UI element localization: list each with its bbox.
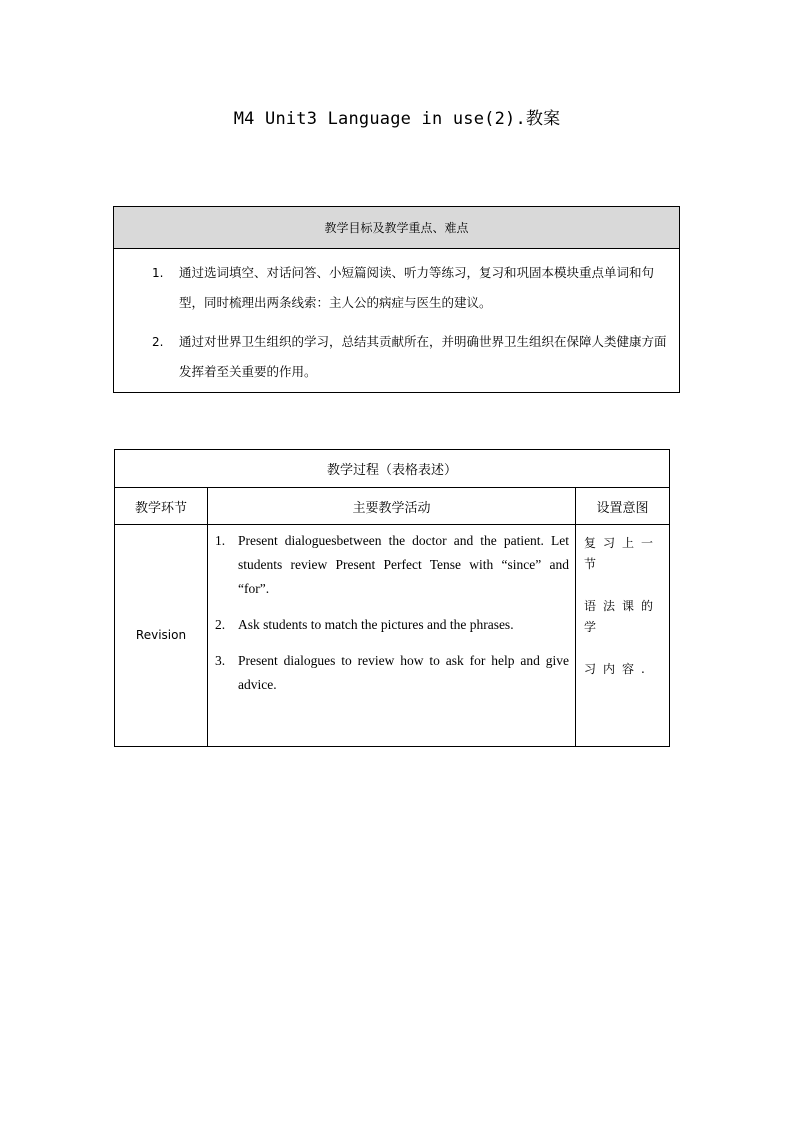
- column-header-purpose: 设置意图: [596, 500, 649, 516]
- objective-text: 通过选词填空、对话问答、小短篇阅读、听力等练习，复习和巩固本模块重点单词和句型，同时梳理出两条线索：主人公的病症与医生的建议。: [179, 265, 655, 310]
- objectives-header: 教学目标及教学重点、难点: [114, 207, 679, 249]
- objectives-body: [114, 249, 679, 387]
- stage-cell: Revision: [115, 525, 208, 746]
- activities-cell: [208, 525, 576, 746]
- column-header-activities: 主要教学活动: [208, 488, 576, 524]
- activity-text: Present dialoguesbetween the doctor and the patient. Let students review Present Perfect Tense with “since” and “for”.: [238, 533, 569, 596]
- activity-item: [215, 529, 569, 601]
- objectives-table: [113, 206, 680, 393]
- activity-item: [215, 649, 569, 697]
- page-title: M4 Unit3 Language in use(2).教案: [233, 109, 561, 129]
- activity-number: 1.: [215, 533, 226, 548]
- activity-text: Present dialogues to review how to ask for help and give advice.: [238, 653, 569, 692]
- purpose-cell: [576, 525, 669, 746]
- purpose-line: 语法课的学: [584, 599, 661, 634]
- objective-item: [152, 327, 671, 387]
- column-header-stage: 教学环节: [115, 488, 208, 524]
- activity-number: 2.: [215, 617, 226, 632]
- activity-item: [215, 613, 569, 637]
- table-row: [115, 525, 669, 746]
- process-table: [114, 449, 670, 747]
- activity-text: Ask students to match the pictures and the phrases.: [238, 617, 514, 632]
- objective-item: [152, 258, 671, 318]
- activity-number: 3.: [215, 653, 226, 668]
- objective-text: 通过对世界卫生组织的学习，总结其贡献所在，并明确世界卫生组织在保障人类健康方面发挥着至关重要的作用。: [179, 334, 667, 379]
- purpose-line: 复习上一节: [584, 536, 661, 571]
- objective-number: 1.: [152, 266, 164, 280]
- process-column-headers: [115, 488, 669, 525]
- process-header: 教学过程（表格表述）: [115, 450, 669, 488]
- purpose-line: 习内容.: [584, 662, 652, 676]
- objective-number: 2.: [152, 335, 164, 349]
